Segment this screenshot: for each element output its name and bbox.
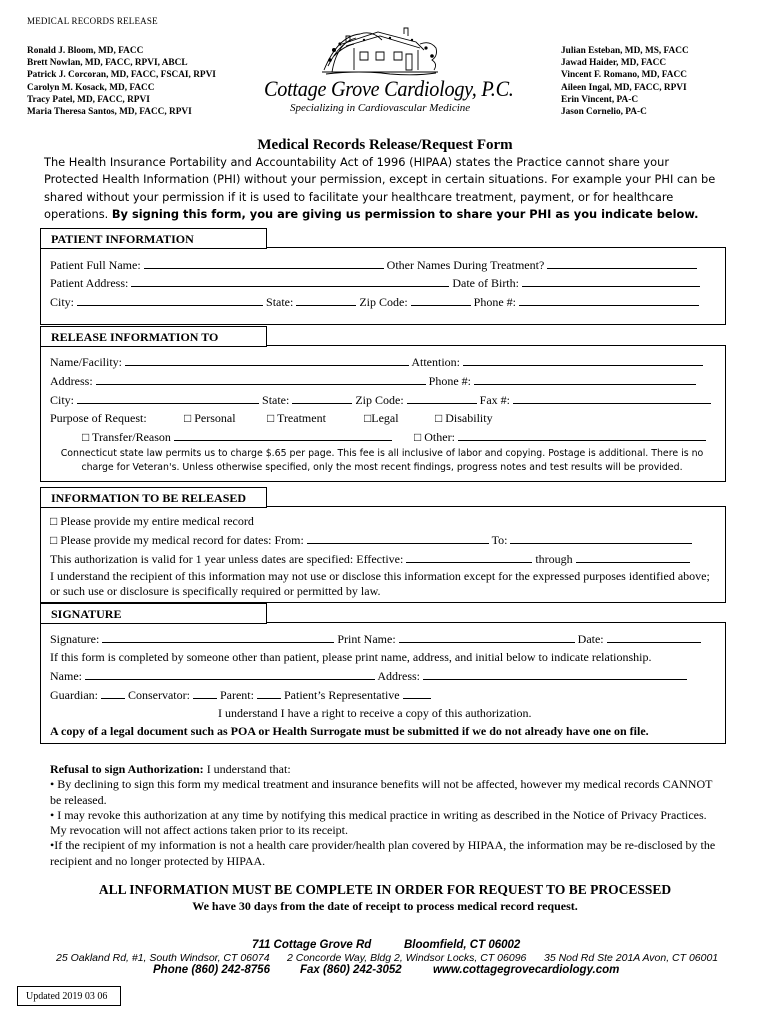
patient-representative-label: Patient’s Representative — [283, 688, 400, 702]
cottage-logo-icon — [320, 26, 440, 78]
date-of-birth-label: Date of Birth: — [452, 276, 519, 290]
purpose-disability-checkbox[interactable]: □ Disability — [435, 411, 493, 425]
refusal-bullet: •If the recipient of my information is not a health care provider/health plan covered by HIPAA, the information may be re-disclosed by the recipient and no longer protected by HIPAA. — [50, 838, 716, 868]
intro-text: The Health Insurance Portability and Accountability Act of 1996 (HIPAA) states the Practice cannot share your Protected Health Information (PHI) without your permission, except in certain situations. For example your PHI can be shared without your permission if it is used to facilitate your healthcare treatment, payment, or for healthcare operations. — [44, 155, 716, 222]
release-name-row — [50, 354, 703, 370]
form-title: Medical Records Release/Request Form — [257, 137, 513, 153]
record-dates-row — [50, 532, 692, 548]
release-city-field[interactable] — [77, 392, 259, 404]
patient-address-label: Patient Address: — [50, 276, 129, 290]
date-of-birth-field[interactable] — [522, 275, 700, 287]
phone-label: Phone #: — [473, 295, 517, 309]
fax-number: Fax (860) 242-3052 — [300, 964, 402, 976]
transfer-reason-field[interactable] — [174, 429, 392, 441]
document-label: MEDICAL RECORDS RELEASE — [27, 16, 158, 26]
dates-from-field[interactable] — [307, 532, 489, 544]
purpose-other-checkbox[interactable]: □ Other: — [414, 430, 455, 444]
valid-row — [50, 551, 690, 567]
practice-name: Cottage Grove Cardiology, P.C. — [264, 76, 514, 101]
state-field[interactable] — [296, 294, 356, 306]
zip-field[interactable] — [411, 294, 471, 306]
representative-address-field[interactable] — [423, 668, 687, 680]
release-zip-field[interactable] — [407, 392, 477, 404]
right-doctor-list — [561, 45, 689, 118]
transfer-row — [82, 429, 392, 445]
print-name-label: Print Name: — [337, 632, 396, 646]
doctor-name: Vincent F. Romano, MD, FACC — [561, 70, 687, 81]
signature-heading: SIGNATURE — [40, 603, 267, 624]
doctor-name: Jason Cornelio, PA-C — [561, 106, 647, 117]
intro-bold-text: By signing this form, you are giving us permission to share your PHI as you indicate below. — [111, 207, 699, 222]
doctor-name: Tracy Patel, MD, FACC, RPVI — [27, 94, 150, 105]
doctor-name: Ronald J. Bloom, MD, FACC — [27, 46, 144, 56]
patient-address-field[interactable] — [131, 275, 449, 287]
legal-document-notice: A copy of a legal document such as POA or Health Surrogate must be submitted if we do not already have one on file. — [50, 724, 649, 738]
record-dates-checkbox[interactable]: □ Please provide my medical record for dates: From: — [50, 533, 304, 547]
release-city-label: City: — [50, 393, 75, 407]
signature-date-label: Date: — [577, 632, 604, 646]
doctor-name: Jawad Haider, MD, FACC — [561, 58, 667, 69]
signature-label: Signature: — [50, 632, 100, 646]
information-released-heading: INFORMATION TO BE RELEASED — [40, 487, 267, 508]
doctor-name: Julian Esteban, MD, MS, FACC — [561, 46, 689, 56]
attention-label: Attention: — [411, 355, 460, 369]
release-state-label: State: — [262, 393, 290, 407]
representative-name-label: Name: — [50, 669, 82, 683]
doctor-name: Brett Nowlan, MD, FACC, RPVI, ABCL — [27, 58, 188, 69]
website-link[interactable]: www.cottagegrovecardiology.com — [433, 964, 620, 976]
left-doctor-list — [27, 45, 216, 118]
release-city-row — [50, 392, 711, 408]
refusal-bullet: • By declining to sign this form my medical treatment and insurance benefits will not be affected, however my medical records CANNOT be released. — [50, 777, 713, 807]
doctor-name: Carolyn M. Kosack, MD, FACC — [27, 82, 155, 93]
processing-time-notice: We have 30 days from the date of receipt to process medical record request. — [192, 899, 578, 913]
purpose-treatment-checkbox[interactable]: □ Treatment — [267, 411, 326, 425]
phone-number: Phone (860) 242-8756 — [153, 964, 270, 976]
effective-date-field[interactable] — [406, 551, 532, 563]
other-names-label: Other Names During Treatment? — [386, 258, 545, 272]
valid-authorization-label: This authorization is valid for 1 year unless dates are specified: Effective: — [50, 552, 404, 566]
refusal-lead: I understand that: — [206, 762, 291, 776]
parent-label: Parent: — [219, 688, 254, 702]
phone-field[interactable] — [519, 294, 699, 306]
conservator-label: Conservator: — [127, 688, 190, 702]
guardian-field[interactable] — [101, 687, 125, 699]
release-state-field[interactable] — [292, 392, 352, 404]
purpose-label: Purpose of Request: — [50, 411, 147, 425]
dates-to-label: To: — [491, 533, 508, 547]
avon-address: 35 Nod Rd Ste 201A Avon, CT 06001 — [544, 952, 719, 964]
purpose-transfer-checkbox[interactable]: □ Transfer/Reason — [82, 430, 171, 444]
release-address-field[interactable] — [96, 373, 426, 385]
patient-full-name-field[interactable] — [144, 257, 384, 269]
patient-address-row — [50, 275, 700, 291]
purpose-row — [50, 411, 147, 426]
fax-field[interactable] — [513, 392, 711, 404]
release-address-label: Address: — [50, 374, 93, 388]
doctor-name: Aileen Ingal, MD, FACC, RPVI — [561, 82, 687, 93]
doctor-name: Erin Vincent, PA-C — [561, 94, 639, 105]
doctor-name: Maria Theresa Santos, MD, FACC, RPVI — [27, 106, 192, 117]
purpose-personal-checkbox[interactable]: □ Personal — [184, 411, 236, 425]
signature-row — [50, 631, 701, 647]
other-person-instructions: If this form is completed by someone other than patient, please print name, address, and initial below to indicate relationship. — [50, 650, 652, 664]
relationship-row — [50, 687, 431, 703]
fee-notice: Connecticut state law permits us to charge $.65 per page. This fee is all inclusive of labor and copying. Postage is additional. There is no charge for Veteran's. Unless otherwise specified, only the most recent findings, progress notes and test results will be provided. — [60, 448, 704, 473]
practice-tagline: Specializing in Cardiovascular Medicine — [290, 102, 471, 114]
conservator-field[interactable] — [193, 687, 217, 699]
representative-address-label: Address: — [377, 669, 421, 683]
state-label: State: — [266, 295, 294, 309]
name-facility-label: Name/Facility: — [50, 355, 122, 369]
fax-label: Fax #: — [479, 393, 511, 407]
copy-right-text: I understand I have a right to receive a copy of this authorization. — [218, 706, 532, 720]
print-name-field[interactable] — [399, 631, 575, 643]
refusal-bullet: • I may revoke this authorization at any time by notifying this medical practice in writing as described in the Notice of Privacy Practices. My revocation will not affect actions taken prior to its receipt. — [50, 807, 707, 838]
name-facility-field[interactable] — [125, 354, 409, 366]
other-names-field[interactable] — [547, 257, 697, 269]
city-field[interactable] — [77, 294, 263, 306]
representative-name-field[interactable] — [85, 668, 375, 680]
south-windsor-address: 25 Oakland Rd, #1, South Windsor, CT 06074 — [56, 952, 270, 964]
through-label: through — [535, 552, 573, 566]
doctor-name: Patrick J. Corcoran, MD, FACC, FSCAI, RPVI — [27, 70, 216, 81]
windsor-locks-address: 2 Concorde Way, Bldg 2, Windsor Locks, CT 06096 — [287, 952, 527, 964]
release-address-row — [50, 373, 696, 389]
refusal-section — [50, 762, 720, 869]
refusal-label: Refusal to sign Authorization: — [50, 762, 204, 776]
representative-name-row — [50, 668, 687, 684]
city-label: City: — [50, 295, 75, 309]
patient-full-name-label: Patient Full Name: — [50, 258, 141, 272]
release-phone-field[interactable] — [474, 373, 696, 385]
other-row — [414, 429, 706, 445]
release-zip-label: Zip Code: — [355, 393, 404, 407]
main-office-city: Bloomfield, CT 06002 — [404, 939, 521, 951]
zip-label: Zip Code: — [359, 295, 408, 309]
release-phone-label: Phone #: — [428, 374, 472, 388]
signature-date-field[interactable] — [607, 631, 701, 643]
dates-to-field[interactable] — [510, 532, 692, 544]
main-office-address: 711 Cottage Grove Rd — [252, 939, 372, 951]
entire-record-checkbox[interactable]: □ Please provide my entire medical record — [50, 514, 254, 528]
completion-notice: ALL INFORMATION MUST BE COMPLETE IN ORDER FOR REQUEST TO BE PROCESSED — [98, 882, 672, 897]
release-information-heading: RELEASE INFORMATION TO — [40, 326, 267, 347]
patient-city-row — [50, 294, 699, 310]
patient-name-row — [50, 257, 697, 273]
patient-information-heading: PATIENT INFORMATION — [40, 228, 267, 249]
purpose-legal-checkbox[interactable]: □Legal — [364, 411, 399, 425]
through-date-field[interactable] — [576, 551, 690, 563]
purpose-other-field[interactable] — [458, 429, 706, 441]
recipient-disclosure-text: I understand the recipient of this information may not use or disclose this information except for the expressed purposes identified above; or such use or disclosure is specifically required or permitted by law. — [50, 569, 710, 598]
attention-field[interactable] — [463, 354, 703, 366]
signature-field[interactable] — [102, 631, 334, 643]
patient-representative-field[interactable] — [403, 687, 431, 699]
updated-date-badge: Updated 2019 03 06 — [17, 986, 121, 1006]
refusal-heading — [50, 762, 720, 777]
hipaa-intro — [44, 154, 724, 224]
parent-field[interactable] — [257, 687, 281, 699]
guardian-label: Guardian: — [50, 688, 98, 702]
